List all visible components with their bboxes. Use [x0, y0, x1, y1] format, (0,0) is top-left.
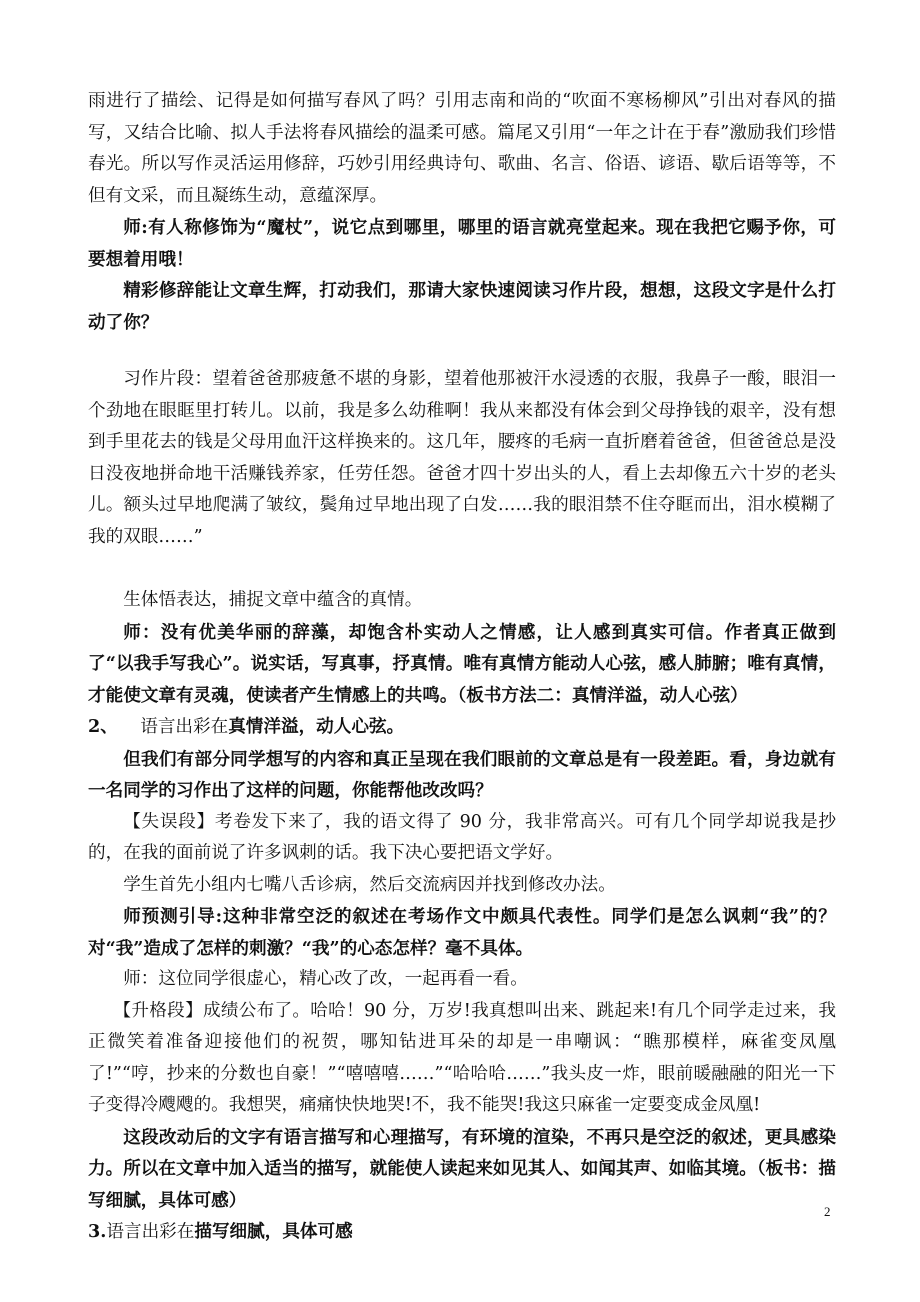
heading-number: 3. — [88, 1221, 107, 1242]
paragraph-teacher-guidance: 师预测引导:这种非常空泛的叙述在考场作文中颇具代表性。同学们是怎么讽刺“我”的？对“我”造成了怎样的刺激？“我”的心态怎样？毫不具体。 — [88, 906, 836, 959]
document-body — [88, 86, 836, 1249]
paragraph-teacher-sincerity: 师：没有优美华丽的辞藻，却饱含朴实动人之情感，让人感到真实可信。作者真正做到了“以我手写我心”。说实话，写真事，抒真情。唯有真情方能动人心弦，感人肺腑；唯有真情，才能使文章有灵魂，使读者产生情感上的共鸣。（板书方法二：真情洋溢，动人心弦） — [88, 621, 836, 706]
paragraph-teacher-magic-wand: 师:有人称修饰为“魔杖”，说它点到哪里，哪里的语言就亮堂起来。现在我把它赐予你，可要想着用哦！ — [88, 217, 836, 270]
paragraph-student-reflection: 生体悟表达，捕捉文章中蕴含的真情。 — [123, 590, 423, 610]
paragraph-group-diagnosis: 学生首先小组内七嘴八舌诊病，然后交流病因并找到修改办法。 — [123, 874, 616, 895]
heading-number: 2、 — [88, 716, 118, 737]
paragraph-rhetoric-summary: 雨进行了描绘、记得是如何描写春风了吗？引用志南和尚的“吹面不寒杨柳风”引出对春风的描写，又结合比喻、拟人手法将春风描绘的温柔可感。篇尾又引用“一年之计在于春”激励我们珍惜春光。所以写作灵活运用修辞，巧妙引用经典诗句、歌曲、名言、俗语、谚语、歇后语等等，不但有文采，而且凝练生动，意蕴深厚。 — [88, 91, 836, 206]
paragraph-description-summary: 这段改动后的文字有语言描写和心理描写，有环境的渲染，不再只是空泛的叙述，更具感染力。所以在文章中加入适当的描写，就能使人读起来如见其人、如闻其声、如临其境。（板书：描写细腻，具体可感） — [88, 1126, 836, 1211]
paragraph-upgraded-excerpt: 【升格段】成绩公布了。哈哈！90 分，万岁!我真想叫出来、跳起来!有几个同学走过来，我正微笑着准备迎接他们的祝贺，哪知钻进耳朵的却是一串嘲讽：“瞧那模样，麻雀变凤凰了!”“哼，抄来的分数也自豪！”“嘻嘻嘻……”“哈哈哈……”我头皮一炸，眼前暖融融的阳光一下子变得冷飕飕的。我想哭，痛痛快快地哭!不，我不能哭!我这只麻雀一定要变成金凤凰! — [88, 1000, 836, 1115]
paragraph-student-excerpt: 习作片段：望着爸爸那疲惫不堪的身影，望着他那被汗水浸透的衣服，我鼻子一酸，眼泪一个劲地在眼眶里打转儿。以前，我是多么幼稚啊！我从来都没有体会到父母挣钱的艰辛，没有想到手里花去的钱是父母用血汗这样换来的。这几年，腰疼的毛病一直折磨着爸爸，但爸爸总是没日没夜地拼命地干活赚钱养家，任劳任怨。爸爸才四十岁出头的人，看上去却像五六十岁的老头儿。额头过早地爬满了皱纹，鬓角过早地出现了白发……我的眼泪禁不住夺眶而出，泪水模糊了我的双眼……” — [88, 369, 836, 547]
heading-bold-text: 描写细腻，具体可感 — [194, 1221, 353, 1242]
paragraph-teacher-revise: 师：这位同学很虚心，精心改了改，一起再看一看。 — [123, 969, 528, 989]
heading-method-3 — [88, 1216, 836, 1249]
heading-bold-text: 真情洋溢，动人心弦。 — [228, 716, 405, 737]
paragraph-reading-prompt: 精彩修辞能让文章生辉，打动我们，那请大家快速阅读习作片段，想想，这段文字是什么打动了你？ — [88, 280, 836, 333]
paragraph-gap-problem: 但我们有部分同学想写的内容和真正呈现在我们眼前的文章总是有一段差距。看，身边就有一名同学的习作出了这样的问题，你能帮他改改吗？ — [88, 748, 836, 801]
heading-plain-text: 语言出彩在 — [106, 1222, 195, 1242]
page-number: 2 — [824, 1204, 831, 1219]
paragraph-error-excerpt: 【失误段】考卷发下来了，我的语文得了 90 分，我非常高兴。可有几个同学却说我是抄的，在我的面前说了许多讽刺的话。我下决心要把语文学好。 — [88, 811, 836, 863]
heading-plain-text: 语言出彩在 — [140, 717, 229, 737]
heading-method-2 — [88, 711, 836, 744]
